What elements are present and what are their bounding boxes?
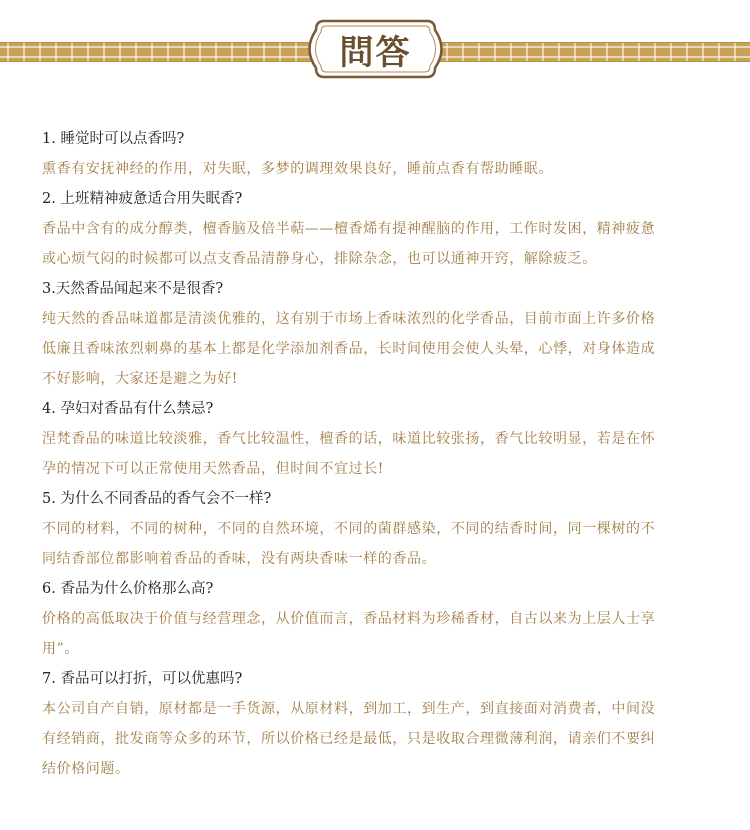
faq-answer-line: 本公司自产自销，原材都是一手货源，从原材料，到加工，到生产，到直接面对消费者，中间没 [42,701,656,717]
faq-answer [42,304,722,394]
faq-item [42,394,722,484]
faq-question: 3.天然香品闻起来不是很香? [42,281,224,297]
faq-answer-line: 不同的材料，不同的树种，不同的自然环境，不同的菌群感染，不同的结香时间，同一棵树的不 [42,521,656,537]
faq-list [42,124,722,784]
faq-item [42,484,722,574]
faq-answer [42,514,722,574]
faq-answer [42,604,722,664]
faq-answer-line: 结价格问题。 [42,761,130,777]
faq-answer-line: 用”。 [42,641,79,657]
faq-answer-line: 有经销商，批发商等众多的环节，所以价格已经是最低，只是收取合理微薄利润，请亲们不要纠 [42,731,656,747]
faq-question: 1. 睡觉时可以点香吗? [42,131,185,147]
faq-question: 7. 香品可以打折，可以优惠吗? [42,671,243,687]
faq-item [42,274,722,394]
faq-question: 2. 上班精神疲惫适合用失眠香? [42,191,243,207]
fret-border-right [439,42,750,62]
title-badge [302,18,449,80]
faq-answer-line: 不好影响，大家还是避之为好! [42,371,239,387]
faq-answer-line: 或心烦气闷的时候都可以点支香品清静身心，排除杂念，也可以通神开窍，解除疲乏。 [42,251,597,267]
faq-answer-line: 价格的高低取决于价值与经营理念，从价值而言，香品材料为珍稀香材，自古以来为上层人士享 [42,611,656,627]
faq-answer-line: 涅梵香品的味道比较淡雅，香气比较温性，檀香的话，味道比较张扬，香气比较明显，若是在怀 [42,431,656,447]
faq-answer-line: 纯天然的香品味道都是清淡优雅的，这有别于市场上香味浓烈的化学香品，目前市面上许多价格 [42,311,656,327]
faq-item [42,664,722,784]
faq-answer [42,424,722,484]
faq-answer [42,694,722,784]
faq-answer [42,154,722,184]
faq-item [42,574,722,664]
faq-answer-line: 低廉且香味浓烈刺鼻的基本上都是化学添加剂香品，长时间使用会使人头晕，心悸，对身体造成 [42,341,656,357]
faq-answer-line: 同结香部位都影响着香品的香味，没有两块香味一样的香品。 [42,551,437,567]
faq-question: 4. 孕妇对香品有什么禁忌? [42,401,214,417]
faq-answer-line: 孕的情况下可以正常使用天然香品，但时间不宜过长! [42,461,385,477]
faq-question: 5. 为什么不同香品的香气会不一样? [42,491,272,507]
faq-answer-line: 香品中含有的成分醇类，檀香脑及倍半萜——檀香烯有提神醒脑的作用，工作时发困，精神疲惫 [42,221,656,237]
faq-item [42,184,722,274]
faq-question: 6. 香品为什么价格那么高? [42,581,214,597]
header-banner [0,0,750,100]
fret-border-left [0,42,312,62]
page-title: 問答 [339,32,412,73]
faq-answer [42,214,722,274]
faq-item [42,124,722,184]
faq-answer-line: 熏香有安抚神经的作用，对失眠，多梦的调理效果良好，睡前点香有帮助睡眠。 [42,161,553,177]
